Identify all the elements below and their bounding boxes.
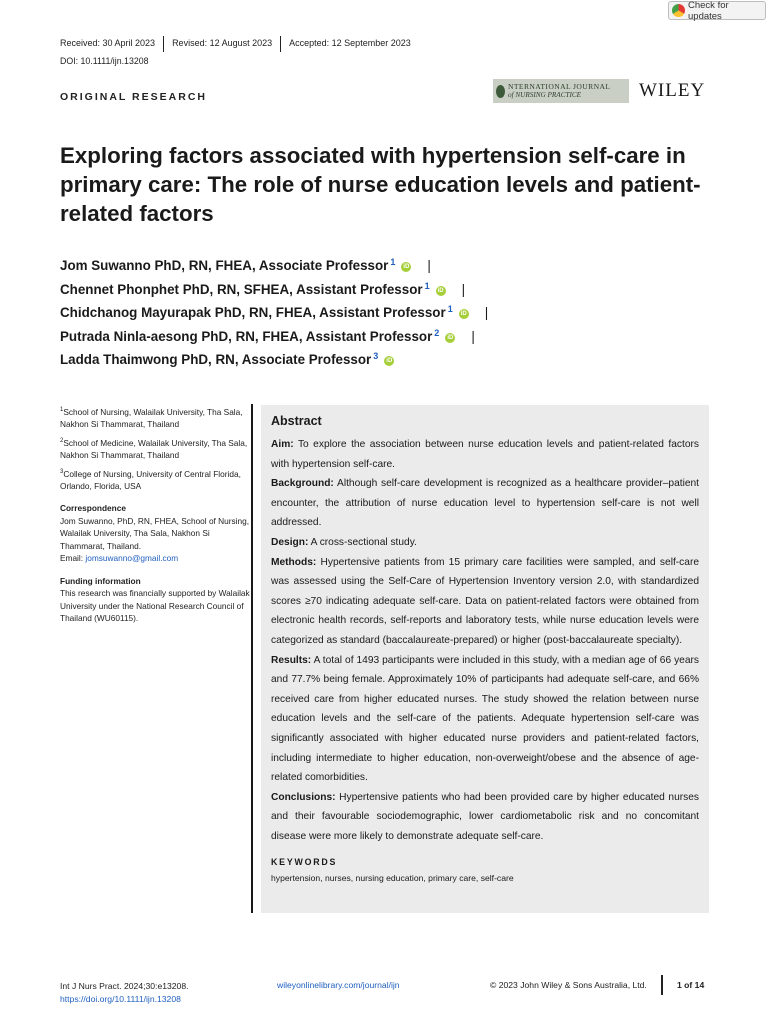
correspondence-email — [60, 552, 250, 565]
check-for-updates-button[interactable] — [668, 1, 766, 20]
doi-text: DOI: 10.1111/ijn.13208 — [60, 56, 149, 66]
background-text: Although self-care development is recognized as a healthcare provider–patient encounter, the attribution of nurse education level to hypertension self-care is not well addressed. — [271, 478, 699, 529]
orcid-icon[interactable]: iD — [447, 334, 454, 341]
author-name[interactable]: Chennet Phonphet PhD, RN, SFHEA, Assistant Professor — [60, 281, 423, 297]
journal-name-line2: of NURSING PRACTICE — [508, 91, 582, 100]
revised-date: Revised: 12 August 2023 — [172, 38, 273, 48]
affiliation-number: 2 — [60, 437, 64, 444]
affiliation-ref[interactable]: 3 — [373, 351, 379, 361]
results-label: Results: — [271, 654, 312, 666]
abstract-background — [271, 474, 699, 533]
author-item — [60, 305, 488, 329]
author-name[interactable]: Chidchanog Mayurapak PhD, RN, FHEA, Assistant Professor — [60, 305, 446, 320]
affiliation-ref[interactable]: 2 — [434, 327, 440, 338]
affiliation-number: 1 — [60, 407, 64, 413]
correspondence-heading: Correspondence — [60, 503, 126, 514]
page-footer — [60, 980, 710, 1010]
abstract-methods — [271, 553, 699, 651]
received-date: Received: 30 April 2023 — [60, 38, 156, 48]
funding-heading: Funding information — [60, 575, 141, 586]
journal-url-link[interactable]: wileyonlinelibrary.com/journal/ijn — [277, 980, 400, 990]
abstract-heading: Abstract — [271, 414, 322, 428]
author-item — [60, 258, 488, 282]
affiliation-text: School of Medicine, Walailak University, Tha Sala, Nakhon Si Thammarat, Thailand — [60, 437, 248, 461]
aim-text: To explore the association between nurse education levels and patient-related factors with hypertension self-care. — [271, 439, 699, 470]
email-link[interactable]: jomsuwanno@gmail.com — [85, 553, 179, 564]
affiliation — [60, 404, 250, 431]
aim-label: Aim: — [271, 439, 294, 450]
article-sidebar — [60, 404, 250, 625]
background-label: Background: — [271, 478, 334, 490]
methods-text: Hypertensive patients from 15 primary care facilities were sampled, and self-care was assessed using the Self-Care of Hypertension Inventory version 2.0, with standardized scores ≥70 indicating adequate self-care. Data on patient-related factors were obtained from electronic health records, self-reports and laboratory tests, while nurse education levels were categorized as standard (baccalaureate-prepared) or higher (post-baccalaureate specialty). — [271, 556, 699, 646]
affiliation-text: College of Nursing, University of Central Florida, Orlando, Florida, USA — [60, 468, 241, 491]
author-name[interactable]: Ladda Thaimwong PhD, RN, Associate Professor — [60, 352, 372, 367]
citation-text: Int J Nurs Pract. 2024;30:e13208. — [60, 981, 189, 991]
conclusions-text: Hypertensive patients who had been provided care by higher educated nurses and their favourable sociodemographic, lower cardiometabolic risk and no concomitant disease were more likely to demonstrate adequate self-care. — [271, 791, 699, 842]
affiliation-ref[interactable]: 1 — [447, 304, 453, 314]
author-item — [60, 282, 488, 306]
author-item — [60, 329, 488, 353]
abstract-conclusions — [271, 788, 699, 847]
orcid-icon[interactable]: iD — [460, 311, 467, 317]
affiliation-text: School of Nursing, Walailak University, Tha Sala, Nakhon Si Thammarat, Thailand — [60, 406, 243, 430]
methods-label: Methods: — [271, 556, 317, 568]
page-number: 1 of 14 — [677, 980, 705, 990]
orcid-icon[interactable]: iD — [437, 287, 444, 294]
doi-link[interactable]: https://doi.org/10.1111/ijn.13208 — [60, 994, 181, 1004]
keywords-list: hypertension, nurses, nursing education, primary care, self-care — [271, 873, 514, 884]
author-separator: | — [471, 328, 475, 344]
affiliation-ref[interactable]: 1 — [390, 257, 396, 267]
sidebar-divider — [251, 404, 253, 913]
email-label: Email: — [60, 553, 86, 564]
journal-name-line1: NTERNATIONAL JOURNAL — [508, 81, 611, 91]
journal-logo-icon — [496, 85, 505, 98]
conclusions-label: Conclusions: — [271, 791, 336, 803]
affiliation — [60, 435, 250, 462]
copyright-text: © 2023 John Wiley & Sons Australia, Ltd. — [490, 980, 647, 990]
orcid-icon[interactable]: iD — [386, 358, 393, 364]
author-separator: | — [484, 305, 489, 320]
design-label: Design: — [271, 536, 309, 548]
abstract-results — [271, 651, 699, 788]
journal-logo[interactable] — [493, 79, 629, 103]
author-name[interactable]: Jom Suwanno PhD, RN, FHEA, Associate Professor — [60, 258, 389, 273]
divider — [661, 975, 663, 995]
section-label: ORIGINAL RESEARCH — [60, 91, 207, 103]
affiliation-number: 3 — [60, 468, 64, 475]
publisher-logo[interactable]: WILEY — [639, 80, 706, 101]
author-list — [60, 258, 488, 376]
affiliation-ref[interactable]: 1 — [424, 280, 430, 291]
abstract-design — [271, 533, 699, 553]
keywords-heading: KEYWORDS — [271, 857, 338, 868]
author-name[interactable]: Putrada Ninla-aesong PhD, RN, FHEA, Assistant Professor — [60, 328, 433, 344]
accepted-date: Accepted: 12 September 2023 — [289, 38, 411, 48]
abstract-aim — [271, 435, 699, 474]
author-separator: | — [461, 281, 466, 297]
orcid-icon[interactable]: iD — [403, 264, 410, 270]
funding-text: This research was financially supported by Walailak University under the National Research Council of Thailand (WU60115). — [60, 588, 250, 624]
abstract-box — [261, 405, 709, 913]
article-title: Exploring factors associated with hypertension self-care in primary care: The role of nurse education levels and patient-related factors — [60, 143, 701, 226]
author-separator: | — [427, 258, 431, 273]
article-dates — [60, 38, 419, 52]
design-text: A cross-sectional study. — [308, 536, 417, 548]
affiliation — [60, 466, 250, 493]
author-item — [60, 352, 488, 376]
check-updates-label: Check for updates — [688, 0, 729, 22]
check-updates-icon — [672, 4, 685, 17]
results-text: A total of 1493 participants were included in this study, with a median age of 66 years and 77.7% being female. Approximately 10% of participants had adequate self-care, and 66% received care from higher educated nurses. The study showed the relation between nurse education levels and the self-care of the patients. Adequate hypertension self-care was significantly associated with higher educated nurse providers and patient-related factors, including intermediate to higher education, non-overweight/obese and the absence of age-related comorbidities. — [271, 654, 699, 784]
correspondence-text: Jom Suwanno, PhD, RN, FHEA, School of Nursing, Walailak University, Tha Sala, Nakhon Si Thammarat, Thailand. — [60, 515, 250, 551]
